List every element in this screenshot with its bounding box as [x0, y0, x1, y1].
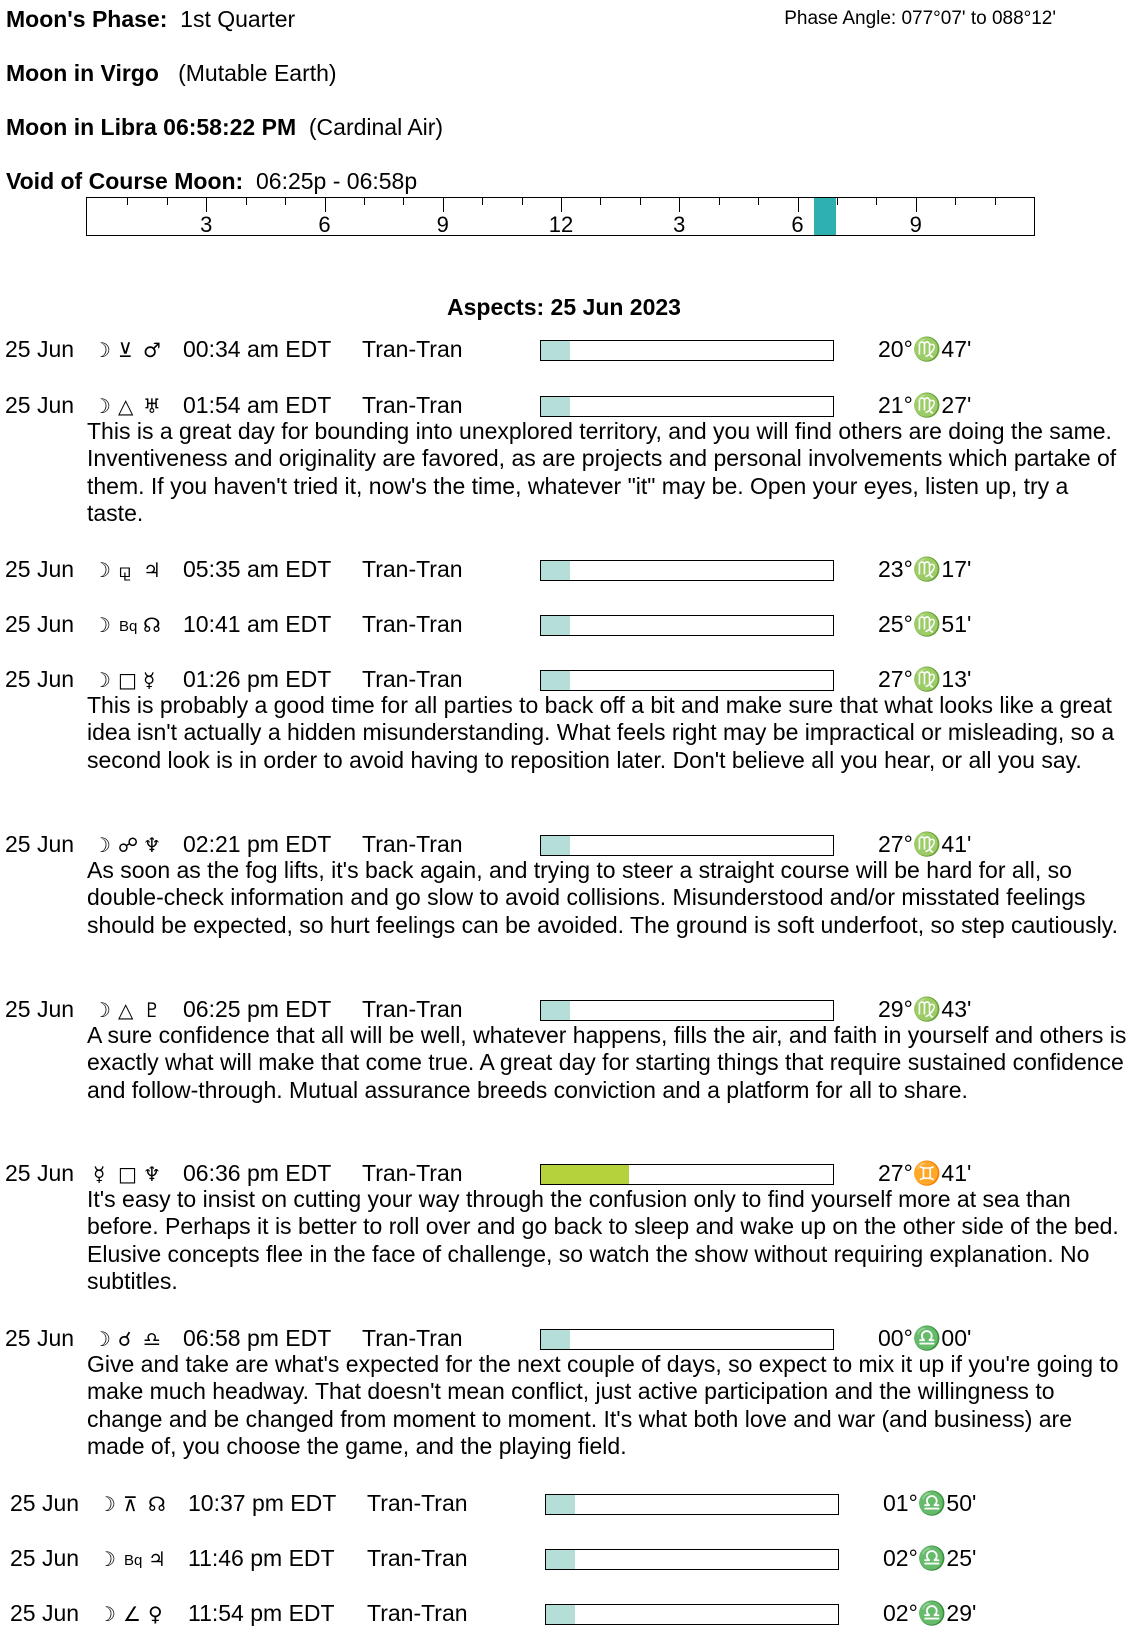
timeline-label: 6: [318, 212, 331, 237]
planet-1-glyph-icon: ☽: [93, 338, 111, 362]
planet-1-glyph-icon: ☽: [98, 1492, 116, 1516]
aspect-degree: 27°♍13': [878, 666, 972, 692]
void-of-course-label: Void of Course Moon:: [6, 168, 244, 194]
planet-1-glyph-icon: ☽: [93, 668, 111, 692]
aspect-strength-fill: [541, 1001, 570, 1020]
moon-sign-libra: [6, 114, 443, 141]
planet-2-glyph-icon: ☊: [148, 1492, 166, 1516]
aspect-type: Tran-Tran: [362, 996, 463, 1022]
planet-1-glyph-icon: ☽: [93, 613, 111, 637]
moon-sign-virgo-quality: (Mutable Earth): [178, 60, 337, 86]
timeline-tick: [127, 198, 128, 205]
timeline-tick: [995, 198, 996, 205]
planet-2-glyph-icon: ♂: [143, 338, 161, 362]
planet-2-glyph-icon: ♃: [148, 1547, 166, 1571]
aspect-date: 25 Jun: [10, 1600, 80, 1626]
void-of-course-value: 06:25p - 06:58p: [256, 168, 418, 194]
aspect-glyph-icon: △: [118, 394, 134, 418]
aspect-date: 25 Jun: [5, 1325, 75, 1351]
timeline-tick: [719, 198, 720, 205]
aspect-strength-fill: [546, 1495, 575, 1514]
aspect-strength-bar: [545, 1604, 839, 1625]
aspects-heading: Aspects: 25 Jun 2023: [447, 294, 681, 320]
aspect-type: Tran-Tran: [362, 666, 463, 692]
planet-2-glyph-icon: ♇: [143, 998, 161, 1022]
moon-phase-value: 1st Quarter: [180, 6, 296, 32]
aspect-degree: 21°♍27': [878, 392, 972, 418]
aspect-glyph-icon: ⊼: [123, 1492, 138, 1516]
moon-sign-libra-label: Moon in Libra 06:58:22 PM: [6, 114, 297, 140]
aspect-degree: 02°♎25': [883, 1545, 977, 1571]
aspect-time: 11:54 pm EDT: [188, 1600, 335, 1626]
planet-2-glyph-icon: ♎: [143, 1327, 161, 1351]
timeline-tick: [206, 198, 207, 212]
aspect-time: 01:54 am EDT: [183, 392, 332, 418]
aspect-strength-bar: [540, 1164, 834, 1185]
aspect-strength-fill: [541, 1330, 570, 1349]
planet-2-glyph-icon: ♃: [143, 558, 161, 582]
timeline-tick: [600, 198, 601, 205]
aspect-glyph-icon: Bq: [124, 1552, 143, 1569]
aspect-time: 02:21 pm EDT: [183, 831, 332, 857]
timeline-label: 6: [791, 212, 804, 237]
aspect-date: 25 Jun: [10, 1545, 80, 1571]
planet-1-glyph-icon: ☽: [98, 1547, 116, 1571]
aspect-type: Tran-Tran: [362, 1325, 463, 1351]
void-of-course-timeline: [86, 197, 1035, 236]
timeline-tick: [758, 198, 759, 205]
aspect-strength-bar: [540, 396, 834, 417]
timeline-tick: [285, 198, 286, 205]
aspect-time: 00:34 am EDT: [183, 336, 332, 362]
aspect-description: It's easy to insist on cutting your way through the confusion only to find yourself more at sea than before. Perhaps it is better to roll over and go back to sleep and wake up on the other side of the bed. Elusive concepts flee in the face of challenge, so watch the show without requiring explanation. No subtitles.: [87, 1186, 1119, 1294]
aspect-glyph-icon: Bq: [119, 618, 138, 635]
aspect-strength-fill: [541, 616, 570, 635]
planet-1-glyph-icon: ☽: [93, 833, 111, 857]
timeline-tick: [482, 198, 483, 205]
timeline-tick: [364, 198, 365, 205]
aspect-strength-fill: [541, 836, 570, 855]
aspect-strength-bar: [540, 1329, 834, 1350]
aspect-type: Tran-Tran: [362, 336, 463, 362]
timeline-tick: [167, 198, 168, 205]
aspect-time: 06:36 pm EDT: [183, 1160, 332, 1186]
planet-1-glyph-icon: ☽: [93, 1327, 111, 1351]
aspect-type: Tran-Tran: [362, 392, 463, 418]
aspect-strength-bar: [540, 835, 834, 856]
aspect-date: 25 Jun: [5, 996, 75, 1022]
timeline-tick: [522, 198, 523, 205]
aspect-glyph-icon: ∠: [123, 1602, 141, 1626]
aspect-type: Tran-Tran: [367, 1600, 468, 1626]
timeline-tick: [876, 198, 877, 205]
aspect-glyph-icon: ⊻: [118, 338, 133, 362]
planet-2-glyph-icon: ☊: [143, 613, 161, 637]
timeline-tick: [679, 198, 680, 212]
timeline-tick: [561, 198, 562, 212]
planet-1-glyph-icon: ☽: [93, 998, 111, 1022]
aspect-strength-bar: [540, 670, 834, 691]
phase-angle: Phase Angle: 077°07' to 088°12': [784, 8, 1056, 29]
aspect-date: 25 Jun: [5, 1160, 75, 1186]
aspect-type: Tran-Tran: [362, 831, 463, 857]
aspect-time: 10:41 am EDT: [183, 611, 332, 637]
aspect-strength-bar: [540, 340, 834, 361]
moon-sign-libra-quality: (Cardinal Air): [308, 114, 444, 140]
aspect-time: 11:46 pm EDT: [188, 1545, 335, 1571]
aspect-strength-fill: [541, 1165, 629, 1184]
aspect-time: 01:26 pm EDT: [183, 666, 332, 692]
timeline-label: 9: [909, 212, 922, 237]
timeline-tick: [443, 198, 444, 212]
timeline-tick: [916, 198, 917, 212]
moon-sign-virgo: [6, 60, 337, 87]
aspect-strength-bar: [540, 615, 834, 636]
aspect-glyph-icon: △: [118, 998, 134, 1022]
moon-phase: [6, 6, 295, 33]
planet-2-glyph-icon: ☿: [143, 668, 156, 692]
aspect-description: Give and take are what's expected for the next couple of days, so expect to mix it up if you're going to make much headway. That doesn't mean conflict, just active participation and the willingness to change and be changed from moment to moment. It's what both love and war (and business) are made of, you choose the game, and the playing field.: [87, 1351, 1119, 1459]
timeline-tick: [325, 198, 326, 212]
aspect-time: 10:37 pm EDT: [188, 1490, 337, 1516]
aspect-strength-fill: [546, 1605, 575, 1624]
aspect-degree: 23°♍17': [878, 556, 972, 582]
aspect-glyph-icon: ☌: [118, 1327, 132, 1351]
planet-1-glyph-icon: ☽: [93, 558, 111, 582]
timeline-label: 3: [200, 212, 213, 237]
aspect-strength-fill: [546, 1550, 575, 1569]
aspect-date: 25 Jun: [5, 392, 75, 418]
aspect-strength-fill: [541, 397, 570, 416]
aspect-strength-bar: [540, 1000, 834, 1021]
aspect-glyph-icon: □: [118, 1162, 137, 1186]
aspect-date: 25 Jun: [5, 336, 75, 362]
timeline-tick: [798, 198, 799, 212]
timeline-label: 12: [548, 212, 574, 237]
planet-2-glyph-icon: ♆: [143, 1162, 161, 1186]
timeline-tick: [403, 198, 404, 205]
void-of-course: [6, 168, 417, 195]
aspect-time: 06:25 pm EDT: [183, 996, 332, 1022]
aspect-degree: 29°♍43': [878, 996, 972, 1022]
aspect-description: A sure confidence that all will be well, whatever happens, fills the air, and faith in yourself and others is exactly what will make that come true. A great day for starting things that require sustained confidence and follow-through. Mutual assurance breeds conviction and a platform for all to share.: [87, 1022, 1127, 1103]
aspect-strength-bar: [540, 560, 834, 581]
aspect-degree: 27°♊41': [878, 1160, 972, 1186]
aspect-degree: 25°♍51': [878, 611, 972, 637]
aspect-type: Tran-Tran: [367, 1490, 468, 1516]
planet-2-glyph-icon: ♆: [143, 833, 161, 857]
aspect-degree: 02°♎29': [883, 1600, 977, 1626]
aspect-date: 25 Jun: [5, 611, 75, 637]
aspect-date: 25 Jun: [10, 1490, 80, 1516]
planet-1-glyph-icon: ☽: [98, 1602, 116, 1626]
planet-2-glyph-icon: ♀: [148, 1602, 163, 1626]
aspect-time: 05:35 am EDT: [183, 556, 332, 582]
timeline-label: 9: [436, 212, 449, 237]
aspect-strength-bar: [545, 1494, 839, 1515]
timeline-tick: [837, 198, 838, 205]
aspect-type: Tran-Tran: [362, 1160, 463, 1186]
aspect-description: As soon as the fog lifts, it's back again, and trying to steer a straight course will be hard for all, so double-check information and go slow to avoid collisions. Misunderstood and/or misstated feelings should be expected, so hurt feelings can be avoided. The ground is soft underfoot, so step cautiously.: [87, 857, 1118, 938]
aspect-strength-fill: [541, 341, 570, 360]
aspect-glyph-icon: □: [118, 668, 137, 692]
aspect-degree: 20°♍47': [878, 336, 972, 362]
aspect-type: Tran-Tran: [362, 556, 463, 582]
aspect-degree: 00°♎00': [878, 1325, 972, 1351]
timeline-tick: [246, 198, 247, 205]
timeline-tick: [955, 198, 956, 205]
aspect-date: 25 Jun: [5, 831, 75, 857]
aspect-description: This is a great day for bounding into unexplored territory, and you will find others are doing the same. Inventiveness and originality are favored, as are projects and personal involvements which partake of them. If you haven't tried it, now's the time, whatever "it" may be. Open your eyes, listen up, try a taste.: [87, 418, 1117, 526]
timeline-label: 3: [673, 212, 686, 237]
aspect-date: 25 Jun: [5, 556, 75, 582]
aspect-degree: 27°♍41': [878, 831, 972, 857]
moon-sign-virgo-label: Moon in Virgo: [6, 60, 159, 86]
aspect-glyph-icon: ☍: [118, 833, 139, 857]
aspect-time: 06:58 pm EDT: [183, 1325, 332, 1351]
planet-2-glyph-icon: ♅: [143, 394, 161, 418]
aspect-strength-fill: [541, 671, 570, 690]
moon-phase-label: Moon's Phase:: [6, 6, 168, 32]
aspect-strength-fill: [541, 561, 570, 580]
aspect-description: This is probably a good time for all parties to back off a bit and make sure that what looks like a great idea isn't actually a hidden misunderstanding. What feels right may be impractical or misleading, so a second look is in order to avoid having to reposition later. Don't believe all you hear, or all you say.: [87, 692, 1115, 773]
aspect-type: Tran-Tran: [362, 611, 463, 637]
aspect-type: Tran-Tran: [367, 1545, 468, 1571]
void-of-course-fill: [814, 198, 836, 235]
timeline-tick: [640, 198, 641, 205]
aspect-strength-bar: [545, 1549, 839, 1570]
aspect-glyph-icon: ⚼: [118, 558, 132, 582]
aspect-degree: 01°♎50': [883, 1490, 977, 1516]
aspect-date: 25 Jun: [5, 666, 75, 692]
planet-1-glyph-icon: ☽: [93, 394, 111, 418]
planet-1-glyph-icon: ☿: [93, 1162, 106, 1186]
